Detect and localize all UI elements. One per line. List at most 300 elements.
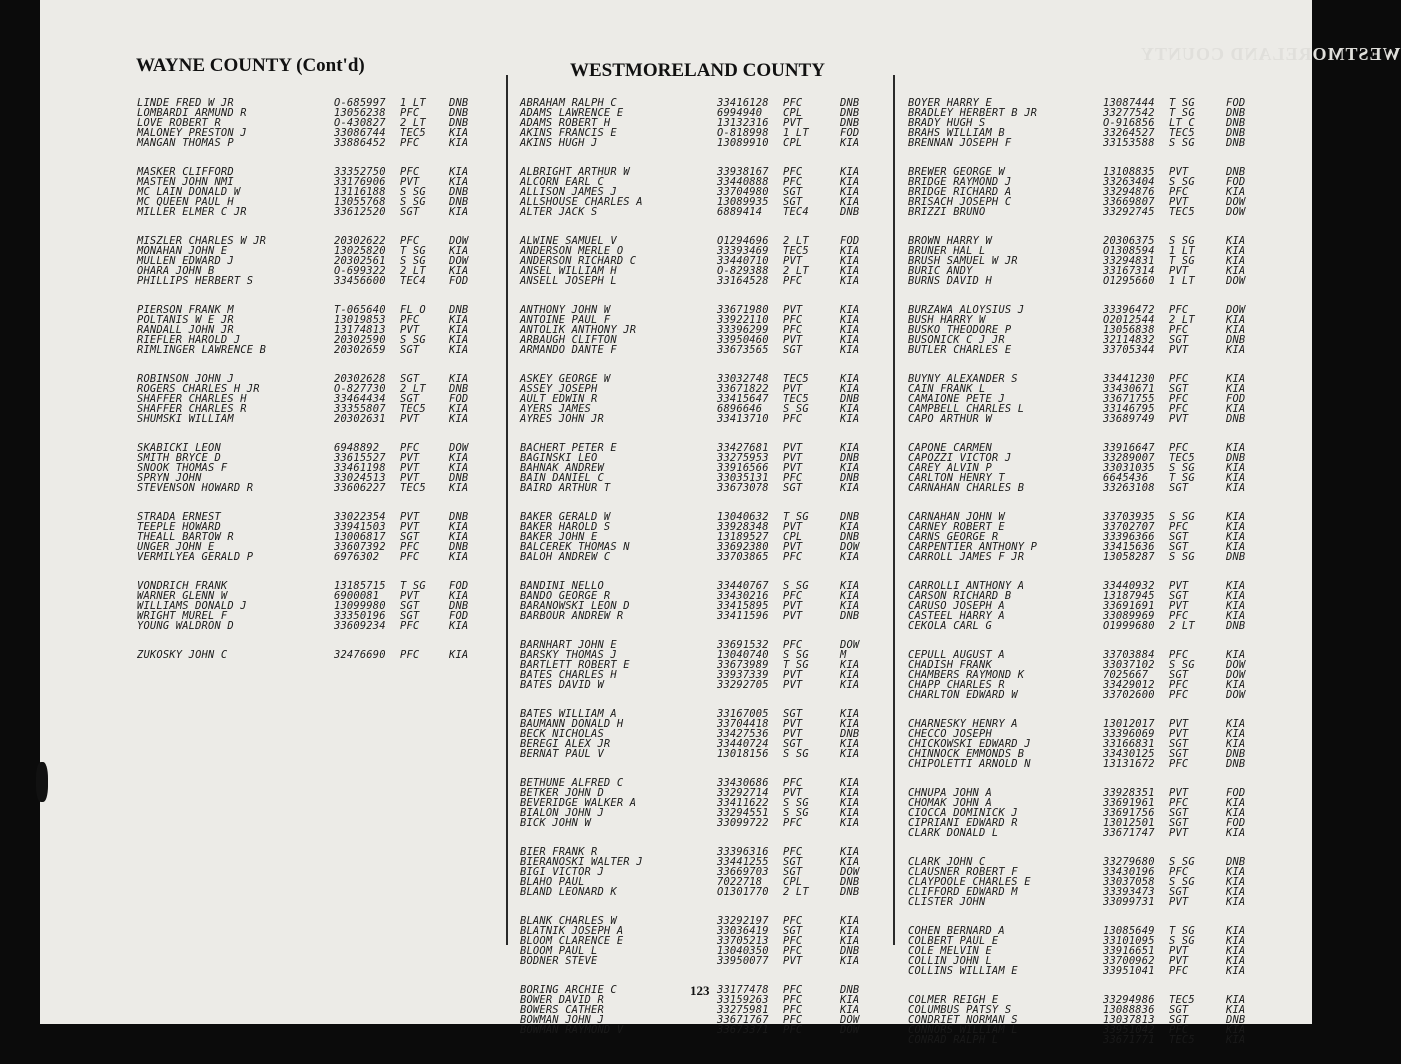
casualty-serial: 33673565 [717, 344, 769, 356]
casualty-rank: PVT [400, 452, 420, 464]
casualty-status: KIA [449, 176, 469, 188]
casualty-serial: 13187945 [1103, 590, 1155, 602]
casualty-serial: 13037813 [1103, 1014, 1155, 1026]
casualty-name: ASKEY GEORGE W [520, 373, 611, 385]
roster-row [908, 414, 1260, 424]
casualty-serial: 33440888 [717, 176, 769, 188]
casualty-serial: 33607392 [334, 541, 386, 553]
casualty-rank: CPL [783, 876, 803, 888]
casualty-rank: PFC [783, 817, 803, 829]
roster-group [908, 857, 1260, 907]
casualty-name: BODNER STEVE [520, 955, 598, 967]
casualty-name: COLBERT PAUL E [908, 935, 999, 947]
casualty-name: BALOH ANDREW C [520, 551, 611, 563]
casualty-name: BACHERT PETER E [520, 442, 617, 454]
roster-row [908, 966, 1260, 976]
casualty-serial: 33691961 [1103, 797, 1155, 809]
casualty-serial: 33289007 [1103, 452, 1155, 464]
casualty-status: KIA [1226, 482, 1246, 494]
casualty-name: SPRYN JOHN [137, 472, 202, 484]
casualty-name: CHNUPA JOHN A [908, 787, 992, 799]
casualty-serial: 33928351 [1103, 787, 1155, 799]
casualty-name: VONDRICH FRANK [137, 580, 228, 592]
casualty-serial: 33430686 [717, 777, 769, 789]
casualty-status: DOW [449, 255, 469, 267]
casualty-name: ALCORN EARL C [520, 176, 604, 188]
casualty-serial: O1301770 [717, 886, 769, 898]
casualty-rank: PFC [783, 97, 803, 109]
casualty-serial: 33430125 [1103, 748, 1155, 760]
casualty-rank: SGT [1169, 1014, 1189, 1026]
casualty-serial: T-065640 [334, 304, 386, 316]
westmoreland-county-title: WESTMORELAND COUNTY [570, 60, 825, 81]
casualty-status: KIA [1226, 945, 1246, 957]
casualty-status: KIA [449, 482, 469, 494]
casualty-rank: T SG [783, 659, 809, 671]
casualty-rank: SGT [1169, 590, 1189, 602]
casualty-rank: PVT [783, 383, 803, 395]
casualty-rank: PFC [783, 1024, 803, 1036]
casualty-name: LINDE FRED W JR [137, 97, 234, 109]
casualty-status: KIA [840, 275, 860, 287]
casualty-rank: PFC [400, 166, 420, 178]
casualty-serial: 33671747 [1103, 827, 1155, 839]
casualty-name: BAIN DANIEL C [520, 472, 604, 484]
casualty-rank: 2 LT [783, 235, 809, 247]
casualty-serial: O1308594 [1103, 245, 1155, 257]
casualty-rank: S SG [400, 255, 426, 267]
casualty-serial: 33673371 [717, 1024, 769, 1036]
casualty-name: RIMLINGER LAWRENCE B [137, 344, 267, 356]
casualty-rank: S SG [1169, 462, 1195, 474]
casualty-rank: T SG [1169, 472, 1195, 484]
casualty-rank: PFC [783, 777, 803, 789]
casualty-name: UNGER JOHN E [137, 541, 215, 553]
casualty-serial: 33275953 [717, 452, 769, 464]
casualty-name: CHOMAK JOHN A [908, 797, 992, 809]
roster-row [520, 749, 874, 759]
casualty-name: ADAMS LAWRENCE E [520, 107, 624, 119]
bleed-through-text: WESTMORELAND COUNTY [1140, 44, 1401, 64]
casualty-name: MANGAN THOMAS P [137, 137, 234, 149]
roster-group [908, 98, 1260, 148]
casualty-serial: O-829388 [717, 265, 769, 277]
roster-row [520, 680, 874, 690]
westmoreland-column-2 [908, 98, 1260, 1064]
casualty-status: DOW [1226, 689, 1246, 701]
casualty-name: BURZAWA ALOYSIUS J [908, 304, 1025, 316]
casualty-status: DNB [449, 186, 469, 198]
casualty-serial: 6994940 [717, 107, 763, 119]
casualty-rank: FL O [400, 304, 426, 316]
casualty-serial: 33393473 [1103, 886, 1155, 898]
casualty-serial: 33703865 [717, 551, 769, 563]
roster-group [137, 374, 479, 424]
casualty-rank: PFC [1169, 304, 1189, 316]
casualty-name: COLLIN JOHN L [908, 955, 992, 967]
casualty-rank: TEC5 [400, 403, 426, 415]
casualty-serial: 33032748 [717, 373, 769, 385]
casualty-status: DNB [1226, 452, 1246, 464]
casualty-serial: O-916856 [1103, 117, 1155, 129]
casualty-serial: 33440710 [717, 255, 769, 267]
casualty-serial: 33415647 [717, 393, 769, 405]
casualty-name: CIOCCA DOMINICK J [908, 807, 1018, 819]
casualty-name: BUSONICK C J JR [908, 334, 1005, 346]
casualty-serial: 13087444 [1103, 97, 1155, 109]
casualty-status: DNB [1226, 413, 1246, 425]
casualty-serial: 33441230 [1103, 373, 1155, 385]
roster-group [137, 650, 479, 660]
casualty-status: KIA [840, 551, 860, 563]
roster-row [137, 552, 479, 562]
casualty-status: KIA [1226, 1034, 1246, 1046]
casualty-rank: PVT [783, 541, 803, 553]
casualty-rank: PFC [783, 324, 803, 336]
casualty-status: DNB [1226, 334, 1246, 346]
casualty-status: KIA [1226, 373, 1246, 385]
casualty-serial: 33673989 [717, 659, 769, 671]
casualty-serial: 13025820 [334, 245, 386, 257]
casualty-serial: 13085649 [1103, 925, 1155, 937]
casualty-name: LOMBARDI ARMUND R [137, 107, 247, 119]
casualty-serial: 33411622 [717, 797, 769, 809]
casualty-status: KIA [840, 925, 860, 937]
casualty-status: FOD [840, 127, 860, 139]
casualty-status: KIA [1226, 994, 1246, 1006]
casualty-name: OHARA JOHN B [137, 265, 215, 277]
casualty-name: CLISTER JOHN [908, 896, 986, 908]
casualty-status: KIA [1226, 1004, 1246, 1016]
casualty-rank: SGT [783, 482, 803, 494]
casualty-serial: 33691532 [717, 639, 769, 651]
casualty-name: AYRES JOHN JR [520, 413, 604, 425]
casualty-name: CONDRIET NORMAN S [908, 1014, 1018, 1026]
casualty-name: SHAFFER CHARLES H [137, 393, 247, 405]
casualty-name: ALWINE SAMUEL V [520, 235, 617, 247]
casualty-name: CHAMBERS RAYMOND K [908, 669, 1025, 681]
roster-group [520, 709, 874, 759]
casualty-name: CONRAD RALPH L [908, 1034, 999, 1046]
casualty-name: BAHNAK ANDREW [520, 462, 604, 474]
casualty-rank: S SG [1169, 876, 1195, 888]
casualty-status: DNB [1226, 137, 1246, 149]
roster-group [137, 581, 479, 631]
casualty-name: YOUNG WALDRON D [137, 620, 234, 632]
casualty-rank: PVT [400, 521, 420, 533]
casualty-serial: 33159263 [717, 994, 769, 1006]
casualty-rank: S SG [1169, 935, 1195, 947]
casualty-rank: S SG [1169, 137, 1195, 149]
casualty-name: BARSKY THOMAS J [520, 649, 617, 661]
casualty-name: ANSEL WILLIAM H [520, 265, 617, 277]
casualty-name: ANTOLIK ANTHONY JR [520, 324, 637, 336]
casualty-serial: 13108835 [1103, 166, 1155, 178]
casualty-serial: 20306375 [1103, 235, 1155, 247]
casualty-rank: PVT [783, 117, 803, 129]
casualty-rank: 1 LT [1169, 275, 1195, 287]
casualty-rank: CPL [783, 531, 803, 543]
casualty-status: KIA [1226, 925, 1246, 937]
casualty-serial: 33101095 [1103, 935, 1155, 947]
casualty-status: KIA [449, 245, 469, 257]
casualty-rank: PVT [783, 452, 803, 464]
casualty-rank: PFC [1169, 393, 1189, 405]
casualty-name: ANDERSON MERLE O [520, 245, 624, 257]
casualty-status: DNB [1226, 166, 1246, 178]
roster-group [520, 167, 874, 217]
casualty-serial: 33294831 [1103, 255, 1155, 267]
casualty-name: MASKER CLIFFORD [137, 166, 234, 178]
casualty-serial: 33704980 [717, 186, 769, 198]
casualty-rank: SGT [1169, 482, 1189, 494]
casualty-status: DNB [1226, 127, 1246, 139]
casualty-status: KIA [1226, 728, 1246, 740]
casualty-status: KIA [449, 590, 469, 602]
casualty-name: ALLSHOUSE CHARLES A [520, 196, 643, 208]
casualty-name: ROGERS CHARLES H JR [137, 383, 260, 395]
casualty-rank: PFC [1169, 1024, 1189, 1036]
casualty-name: BLAND LEONARD K [520, 886, 617, 898]
casualty-serial: 33264527 [1103, 127, 1155, 139]
casualty-serial: 33352750 [334, 166, 386, 178]
casualty-serial: 33941503 [334, 521, 386, 533]
roster-row [908, 1035, 1260, 1045]
casualty-name: BRIDGE RAYMOND J [908, 176, 1012, 188]
casualty-name: COLE MELVIN E [908, 945, 992, 957]
casualty-serial: 13174813 [334, 324, 386, 336]
casualty-rank: PFC [400, 107, 420, 119]
roster-group [520, 581, 874, 621]
casualty-name: CHINNOCK EMMONDS B [908, 748, 1025, 760]
casualty-status: KIA [840, 373, 860, 385]
casualty-status: DNB [449, 600, 469, 612]
casualty-status: KIA [840, 176, 860, 188]
casualty-rank: S SG [1169, 235, 1195, 247]
casualty-name: WRIGHT MUREL F [137, 610, 228, 622]
casualty-serial: 33415895 [717, 600, 769, 612]
casualty-status: DNB [449, 472, 469, 484]
casualty-name: RANDALL JOHN JR [137, 324, 234, 336]
casualty-rank: PFC [783, 590, 803, 602]
casualty-status: FOD [840, 235, 860, 247]
casualty-status: KIA [840, 856, 860, 868]
casualty-status: DNB [1226, 620, 1246, 632]
casualty-serial: 6900081 [334, 590, 380, 602]
casualty-status: KIA [1226, 935, 1246, 947]
casualty-status: FOD [1226, 787, 1246, 799]
casualty-rank: T SG [783, 511, 809, 523]
casualty-rank: TEC5 [783, 373, 809, 385]
casualty-serial: 33167005 [717, 708, 769, 720]
casualty-status: KIA [840, 186, 860, 198]
casualty-rank: PFC [1169, 649, 1189, 661]
casualty-serial: 13099980 [334, 600, 386, 612]
casualty-serial: 32114832 [1103, 334, 1155, 346]
casualty-serial: 33916651 [1103, 945, 1155, 957]
document-page [40, 0, 1401, 1046]
roster-group [137, 167, 479, 217]
casualty-status: KIA [1226, 649, 1246, 661]
casualty-rank: PVT [400, 511, 420, 523]
casualty-serial: O1294696 [717, 235, 769, 247]
casualty-name: ASSEY JOSEPH [520, 383, 598, 395]
casualty-status: KIA [840, 196, 860, 208]
casualty-rank: SGT [400, 373, 420, 385]
casualty-name: BRADY HUGH S [908, 117, 986, 129]
roster-group [137, 305, 479, 355]
casualty-name: AYERS JAMES [520, 403, 592, 415]
casualty-name: COLMER REIGH E [908, 994, 999, 1006]
casualty-serial: 33036419 [717, 925, 769, 937]
roster-group [908, 719, 1260, 769]
casualty-status: KIA [840, 748, 860, 760]
casualty-status: KIA [1226, 718, 1246, 730]
casualty-serial: 13018156 [717, 748, 769, 760]
casualty-name: RIEFLER HAROLD J [137, 334, 241, 346]
casualty-rank: PFC [783, 639, 803, 651]
roster-group [520, 98, 874, 148]
casualty-serial: 13040740 [717, 649, 769, 661]
casualty-status: DNB [840, 876, 860, 888]
casualty-status: DOW [1226, 304, 1246, 316]
casualty-rank: PVT [783, 787, 803, 799]
casualty-rank: S SG [783, 580, 809, 592]
casualty-rank: PVT [783, 718, 803, 730]
casualty-rank: PVT [1169, 728, 1189, 740]
casualty-name: AULT EDWIN R [520, 393, 598, 405]
casualty-serial: 33393469 [717, 245, 769, 257]
casualty-status: DOW [1226, 669, 1246, 681]
casualty-serial: 33294986 [1103, 994, 1155, 1006]
casualty-rank: S SG [783, 403, 809, 415]
casualty-serial: 33692380 [717, 541, 769, 553]
casualty-rank: PVT [1169, 413, 1189, 425]
casualty-rank: S SG [1169, 659, 1195, 671]
casualty-status: KIA [840, 935, 860, 947]
casualty-name: BUYNY ALEXANDER S [908, 373, 1018, 385]
roster-group [908, 788, 1260, 838]
casualty-serial: 13189527 [717, 531, 769, 543]
casualty-status: KIA [840, 304, 860, 316]
casualty-name: BAIRD ARTHUR T [520, 482, 611, 494]
casualty-status: FOD [449, 610, 469, 622]
casualty-serial: O-818998 [717, 127, 769, 139]
casualty-rank: T SG [400, 580, 426, 592]
casualty-name: CASTEEL HARRY A [908, 610, 1005, 622]
casualty-name: PHILLIPS HERBERT S [137, 275, 254, 287]
casualty-rank: PFC [783, 314, 803, 326]
casualty-rank: 2 LT [783, 265, 809, 277]
casualty-serial: 33702707 [1103, 521, 1155, 533]
casualty-rank: S SG [1169, 551, 1195, 563]
casualty-name: ROBINSON JOHN J [137, 373, 234, 385]
casualty-rank: PFC [783, 945, 803, 957]
casualty-serial: 33037058 [1103, 876, 1155, 888]
casualty-rank: PFC [783, 984, 803, 996]
casualty-status: DOW [449, 235, 469, 247]
casualty-serial: 33099722 [717, 817, 769, 829]
casualty-status: KIA [840, 334, 860, 346]
casualty-rank: SGT [400, 206, 420, 218]
casualty-serial: 33606227 [334, 482, 386, 494]
casualty-name: ALBRIGHT ARTHUR W [520, 166, 630, 178]
casualty-rank: SGT [400, 531, 420, 543]
casualty-status: KIA [840, 777, 860, 789]
casualty-name: CONNORS WILLIAM L [908, 1024, 1018, 1036]
casualty-status: DNB [840, 206, 860, 218]
casualty-rank: TEC5 [783, 393, 809, 405]
casualty-serial: 33430671 [1103, 383, 1155, 395]
casualty-status: DOW [1226, 275, 1246, 287]
casualty-serial: 33416128 [717, 97, 769, 109]
casualty-serial: 7022718 [717, 876, 763, 888]
casualty-rank: S SG [400, 196, 426, 208]
casualty-serial: 33099731 [1103, 896, 1155, 908]
casualty-name: MISZLER CHARLES W JR [137, 235, 267, 247]
casualty-rank: PVT [1169, 344, 1189, 356]
casualty-name: BARBOUR ANDREW R [520, 610, 624, 622]
casualty-status: FOD [1226, 393, 1246, 405]
casualty-name: CARLTON HENRY T [908, 472, 1005, 484]
casualty-rank: PFC [400, 442, 420, 454]
casualty-name: MC LAIN DONALD W [137, 186, 241, 198]
roster-row [908, 690, 1260, 700]
casualty-serial: 33916647 [1103, 442, 1155, 454]
casualty-serial: 33396069 [1103, 728, 1155, 740]
casualty-serial: 13040632 [717, 511, 769, 523]
casualty-rank: PVT [783, 679, 803, 691]
casualty-rank: PVT [400, 472, 420, 484]
casualty-serial: 33166831 [1103, 738, 1155, 750]
casualty-serial: 33279680 [1103, 856, 1155, 868]
casualty-rank: 1 LT [783, 127, 809, 139]
casualty-status: KIA [449, 452, 469, 464]
casualty-rank: SGT [1169, 541, 1189, 553]
casualty-serial: 33938167 [717, 166, 769, 178]
casualty-name: CHADISH FRANK [908, 659, 992, 671]
casualty-status: DOW [449, 442, 469, 454]
casualty-status: KIA [840, 255, 860, 267]
casualty-name: CARNS GEORGE R [908, 531, 999, 543]
casualty-status: KIA [449, 373, 469, 385]
casualty-serial: 33705344 [1103, 344, 1155, 356]
casualty-name: STEVENSON HOWARD R [137, 482, 254, 494]
casualty-name: BLOOM PAUL L [520, 945, 598, 957]
casualty-status: DNB [840, 117, 860, 129]
roster-row [520, 276, 874, 286]
casualty-name: BRISACH JOSEPH C [908, 196, 1012, 208]
casualty-status: KIA [1226, 600, 1246, 612]
casualty-name: BEREGI ALEX JR [520, 738, 611, 750]
casualty-serial: 33177478 [717, 984, 769, 996]
column-divider-left [506, 75, 508, 945]
casualty-name: BOWMAN JOHN J [520, 1014, 604, 1026]
casualty-rank: PFC [1169, 403, 1189, 415]
casualty-rank: T SG [1169, 925, 1195, 937]
casualty-rank: TEC5 [400, 127, 426, 139]
casualty-name: ANTHONY JOHN W [520, 304, 611, 316]
casualty-serial: 33396366 [1103, 531, 1155, 543]
casualty-serial: 6889414 [717, 206, 763, 218]
casualty-status: DNB [840, 511, 860, 523]
casualty-rank: TEC5 [1169, 1034, 1195, 1046]
casualty-name: ANDERSON RICHARD C [520, 255, 637, 267]
casualty-serial: 33164528 [717, 275, 769, 287]
casualty-rank: SGT [783, 196, 803, 208]
casualty-rank: PFC [1169, 324, 1189, 336]
casualty-status: KIA [1226, 511, 1246, 523]
